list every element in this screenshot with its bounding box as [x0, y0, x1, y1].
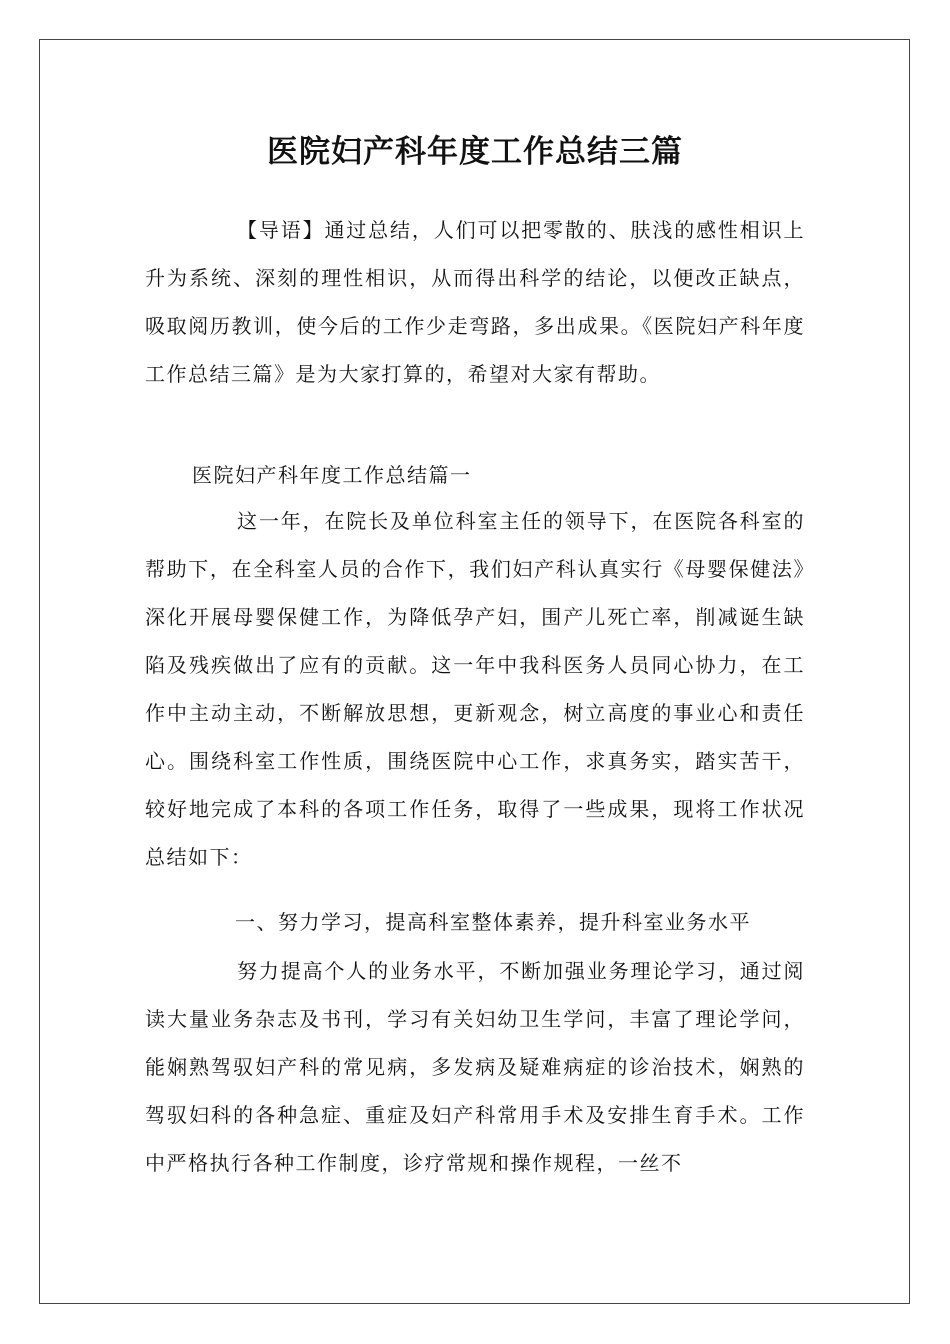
intro-paragraph: 【导语】通过总结，人们可以把零散的、肤浅的感性相识上升为系统、深刻的理性相识，从而得出科学的结论，以便改正缺点，吸取阅历教训，使今后的工作少走弯路，多出成果。《医院妇产科年度工作总结三篇》是为大家打算的，希望对大家有帮助。: [145, 218, 805, 386]
section-heading-1: 一、努力学习，提高科室整体素养，提升科室业务水平: [235, 910, 751, 934]
document-title: 医院妇产科年度工作总结三篇: [267, 134, 683, 170]
section-title: 医院妇产科年度工作总结篇一: [192, 463, 472, 487]
body-paragraph-1: 这一年，在院长及单位科室主任的领导下，在医院各科室的帮助下，在全科室人员的合作下，我们妇产科认真实行《母婴保健法》深化开展母婴保健工作，为降低孕产妇，围产儿死亡率，削减诞生缺陷及残疾做出了应有的贡献。这一年中我科医务人员同心协力，在工作中主动主动，不断解放思想，更新观念，树立高度的事业心和责任心。围绕科室工作性质，围绕医院中心工作，求真务实，踏实苦干，较好地完成了本科的各项工作任务，取得了一些成果，现将工作状况总结如下：: [145, 509, 805, 869]
body-paragraph-2: 努力提高个人的业务水平，不断加强业务理论学习，通过阅读大量业务杂志及书刊，学习有关妇幼卫生学问，丰富了理论学问，能娴熟驾驭妇产科的常见病，多发病及疑难病症的诊治技术，娴熟的驾驭妇科的各种急症、重症及妇产科常用手术及安排生育手术。工作中严格执行各种工作制度，诊疗常规和操作规程，一丝不: [145, 959, 805, 1175]
